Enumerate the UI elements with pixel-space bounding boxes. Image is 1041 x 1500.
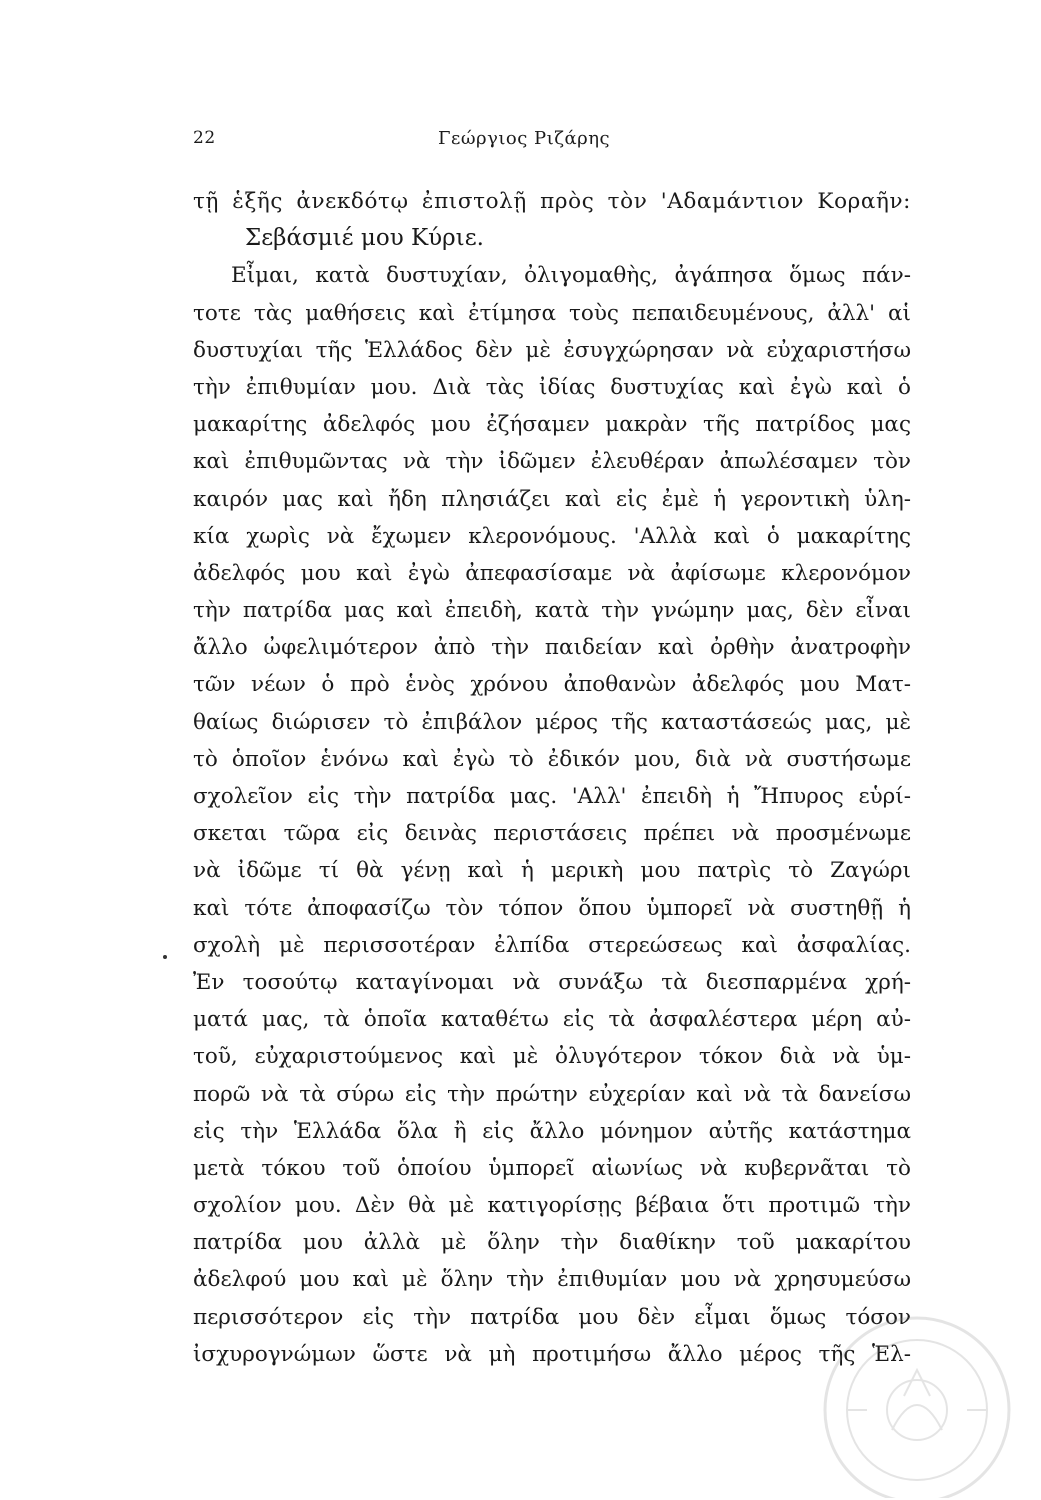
page-number: 22 [193, 128, 216, 148]
ink-speck [163, 955, 167, 959]
text-line: θαίως διώρισεν τὸ ἐπιβάλον μέρος τῆς καταστάσεώς μας, μὲ [193, 709, 911, 735]
text-line: τὸ ὁποῖον ἑνόνω καὶ ἐγὼ τὸ ἐδικόν μου, διὰ νὰ συστήσωμε [193, 746, 911, 772]
text-line: σχολίον μου. Δὲν θὰ μὲ κατιγορίσῃς βέβαια ὅτι προτιμῶ τὴν [193, 1193, 911, 1219]
text-line: ἰσχυρογνώμων ὥστε νὰ μὴ προτιμήσω ἄλλο μέρος τῆς Ἑλ- [193, 1341, 911, 1367]
text-line: νὰ ἰδῶμε τί θὰ γένῃ καὶ ἡ μερικὴ μου πατρὶς τὸ Ζαγώρι [193, 858, 911, 884]
text-line: καιρόν μας καὶ ἤδη πλησιάζει καὶ εἰς ἐμὲ ἡ γεροντικὴ ὑλη- [193, 486, 911, 512]
letter-text [193, 183, 911, 1373]
text-line: Εἶμαι, κατὰ δυστυχίαν, ὀλιγομαθὴς, ἀγάπησα ὅμως πάν- [231, 263, 911, 289]
text-line: περισσότερον εἰς τὴν πατρίδα μου δὲν εἶμαι ὅμως τόσον [193, 1304, 911, 1330]
text-line: ἀδελφού μου καὶ μὲ ὅλην τὴν ἐπιθυμίαν μου νὰ χρησυμεύσω [193, 1267, 911, 1293]
text-line: τοῦ, εὐχαριστούμενος καὶ μὲ ὀλυγότερον τόκον διὰ νὰ ὑμ- [193, 1044, 911, 1070]
text-line: κία χωρὶς νὰ ἔχωμεν κλερονόμους. 'Αλλὰ καὶ ὁ μακαρίτης [193, 523, 911, 549]
text-line: τὴν πατρίδα μας καὶ ἐπειδὴ, κατὰ τὴν γνώμην μας, δὲν εἶναι [193, 598, 911, 624]
running-head [193, 128, 913, 152]
text-line: μακαρίτης ἀδελφός μου ἐζήσαμεν μακρὰν τῆς πατρίδος μας [193, 412, 911, 438]
university-seal-watermark [812, 1310, 1022, 1498]
text-line: τῇ ἑξῆς ἀνεκδότῳ ἐπιστολῇ πρὸς τὸν 'Αδαμάντιον Κοραῆν: [193, 189, 911, 214]
text-line: καὶ ἐπιθυμῶντας νὰ τὴν ἰδῶμεν ἐλευθέραν ἀπωλέσαμεν τὸν [193, 449, 911, 475]
text-line: σχολεῖον εἰς τὴν πατρίδα μας. 'Αλλ' ἐπειδὴ ἡ Ἤπυρος εὑρί- [193, 784, 911, 809]
salutation-line: Σεβάσμιέ μου Κύριε. [245, 225, 484, 252]
text-line: καὶ τότε ἀποφασίζω τὸν τόπον ὅπου ὑμπορεῖ νὰ συστηθῇ ἡ [193, 895, 911, 921]
text-line: δυστυχίαι τῆς Ἑλλάδος δὲν μὲ ἐσυγχώρησαν νὰ εὐχαριστήσω [193, 337, 911, 363]
text-line: πορῶ νὰ τὰ σύρω εἰς τὴν πρώτην εὐχερίαν καὶ νὰ τὰ δανείσω [193, 1081, 911, 1107]
text-line: σχολὴ μὲ περισσοτέραν ἐλπίδα στερεώσεως καὶ ἀσφαλίας. [193, 932, 911, 958]
text-line: τοτε τὰς μαθήσεις καὶ ἐτίμησα τοὺς πεπαιδευμένους, ἀλλ' αἱ [193, 300, 911, 326]
text-line: πατρίδα μου ἀλλὰ μὲ ὅλην τὴν διαθίκην τοῦ μακαρίτου [193, 1230, 911, 1256]
running-title: Γεώργιος Ριζάρης [438, 128, 611, 149]
text-line: μετὰ τόκου τοῦ ὁποίου ὑμπορεῖ αἰωνίως νὰ κυβερνᾶται τὸ [193, 1155, 911, 1181]
text-line: ἄλλο ὠφελιμότερον ἀπὸ τὴν παιδείαν καὶ ὀρθὴν ἀνατροφὴν [193, 635, 911, 661]
text-line: τὴν ἐπιθυμίαν μου. Διὰ τὰς ἰδίας δυστυχίας καὶ ἐγὼ καὶ ὁ [193, 374, 911, 400]
text-line: ἀδελφός μου καὶ ἐγὼ ἀπεφασίσαμε νὰ ἀφίσωμε κλερονόμον [193, 560, 911, 586]
text-line: τῶν νέων ὁ πρὸ ἑνὸς χρόνου ἀποθανὼν ἀδελφός μου Ματ- [193, 672, 911, 698]
text-line: εἰς τὴν Ἑλλάδα ὅλα ἢ εἰς ἄλλο μόνημον αὐτῆς κατάστημα [193, 1118, 911, 1144]
text-line: σκεται τῶρα εἰς δεινὰς περιστάσεις πρέπει νὰ προσμένωμε [193, 821, 911, 847]
text-line: Ἐν τοσούτῳ καταγίνομαι νὰ συνάξω τὰ διεσπαρμένα χρή- [193, 969, 911, 995]
text-line: ματά μας, τὰ ὁποῖα καταθέτω εἰς τὰ ἀσφαλέστερα μέρη αὐ- [193, 1007, 911, 1033]
